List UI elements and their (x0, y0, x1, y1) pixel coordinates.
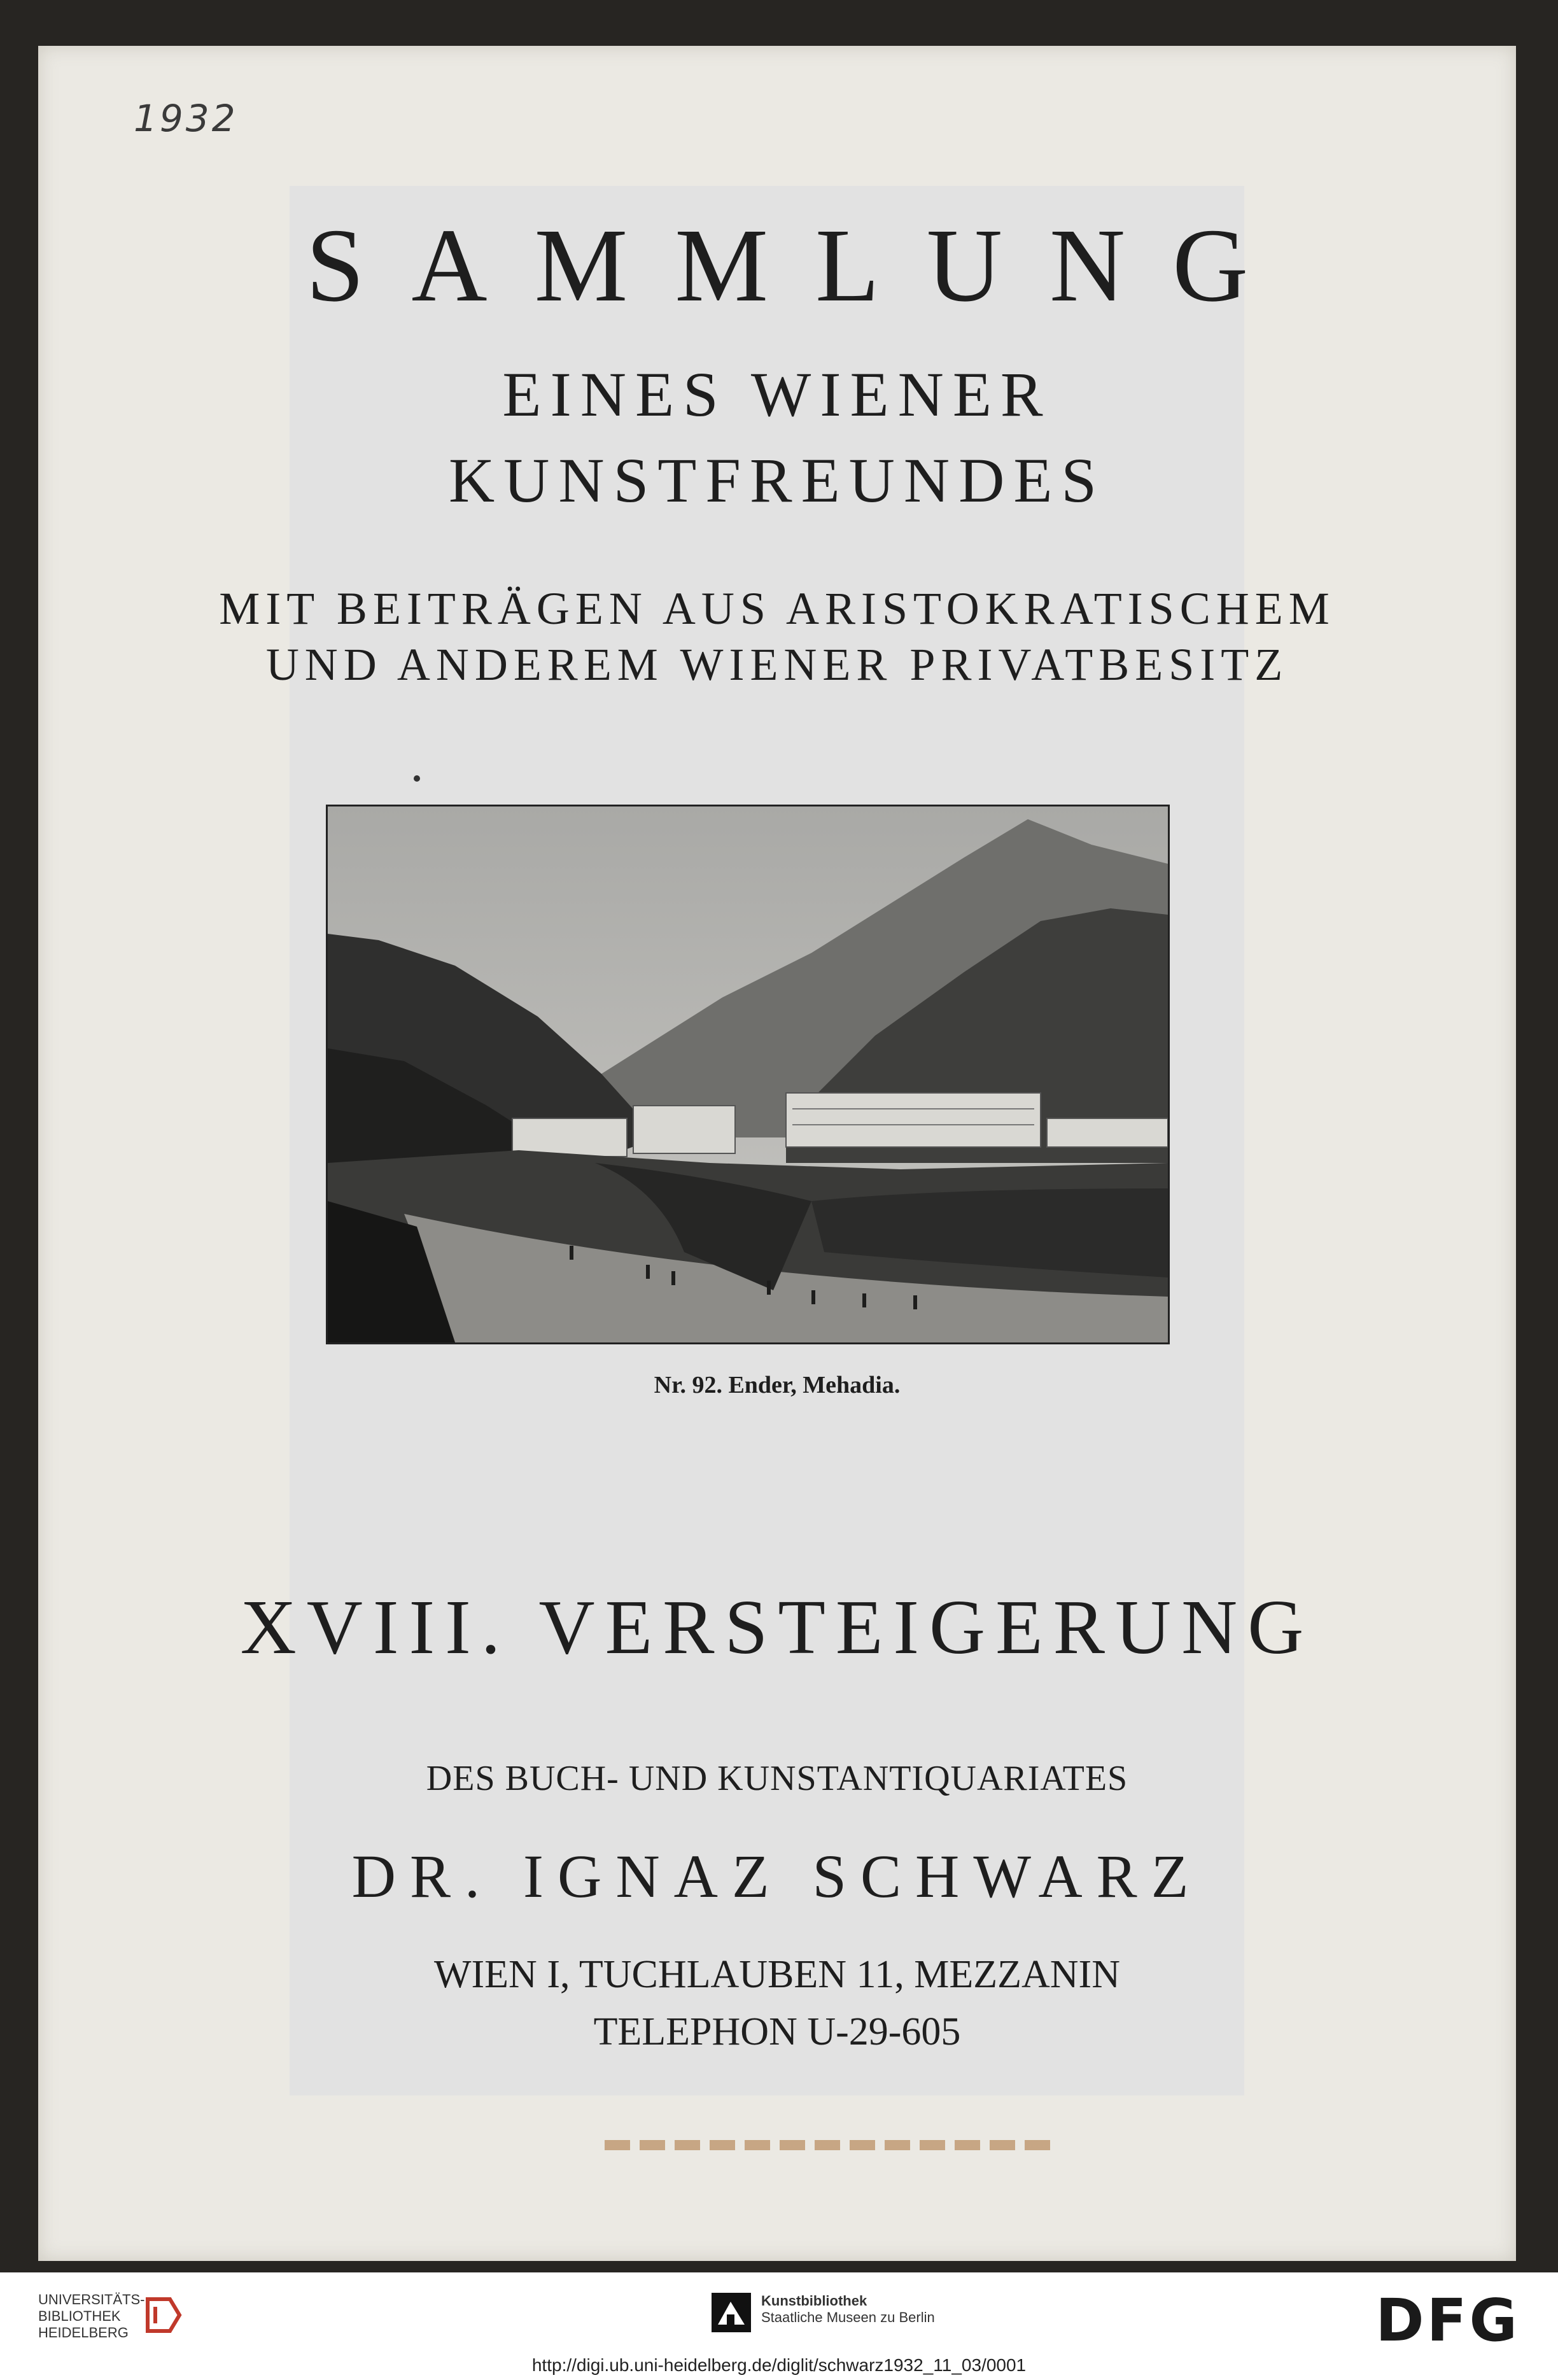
catalog-cover-page (38, 46, 1516, 2261)
subtitle-line-1: EINES WIENER (502, 359, 1052, 430)
ub-line-3: HEIDELBERG (38, 2325, 129, 2341)
kb-subtitle: Staatliche Museen zu Berlin (761, 2309, 935, 2325)
ub-line-2: BIBLIOTHEK (38, 2308, 121, 2324)
handwritten-year-note: 1932 (134, 97, 238, 140)
illustration-caption: Nr. 92. Ender, Mehadia. (654, 1372, 901, 1398)
permalink-url[interactable]: http://digi.ub.uni-heidelberg.de/diglit/schwarz1932_11_03/0001 (531, 2355, 1027, 2375)
auction-heading: XVIII. VERSTEIGERUNG (240, 1584, 1314, 1670)
cover-subtitle (38, 351, 1516, 523)
ub-heidelberg-logo-icon[interactable] (141, 2293, 186, 2337)
landscape-engraving (328, 806, 1168, 1342)
kb-title: Kunstbibliothek (761, 2293, 867, 2309)
paper-stain (605, 2140, 1050, 2150)
subtitle-line-2: KUNSTFREUNDES (448, 445, 1106, 516)
provenance-line-1: MIT BEITRÄGEN AUS ARISTOKRATISCHEM (219, 583, 1335, 634)
ub-line-1: UNIVERSITÄTS- (38, 2292, 145, 2307)
address-line-1: WIEN I, TUCHLAUBEN 11, MEZZANIN (434, 1953, 1120, 1996)
kunstbibliothek-logo-icon[interactable] (712, 2293, 751, 2332)
dealer-address (38, 1946, 1516, 2060)
ink-dot (414, 775, 420, 782)
cover-subtitle-provenance (38, 581, 1516, 693)
kunstbibliothek-label[interactable] (761, 2293, 935, 2326)
cover-title: SAMMLUNG (305, 207, 1296, 323)
dfg-logo[interactable]: DFG (1375, 2286, 1520, 2355)
auction-house-line: DES BUCH- UND KUNSTANTIQUARIATES (426, 1759, 1128, 1798)
provenance-line-2: UND ANDEREM WIENER PRIVATBESITZ (265, 639, 1289, 690)
mehadia-landscape-illustration (326, 805, 1170, 1344)
address-line-2: TELEPHON U-29-605 (593, 2010, 961, 2053)
dealer-name: DR. IGNAZ SCHWARZ (351, 1842, 1203, 1910)
digitization-footer (0, 2272, 1558, 2380)
